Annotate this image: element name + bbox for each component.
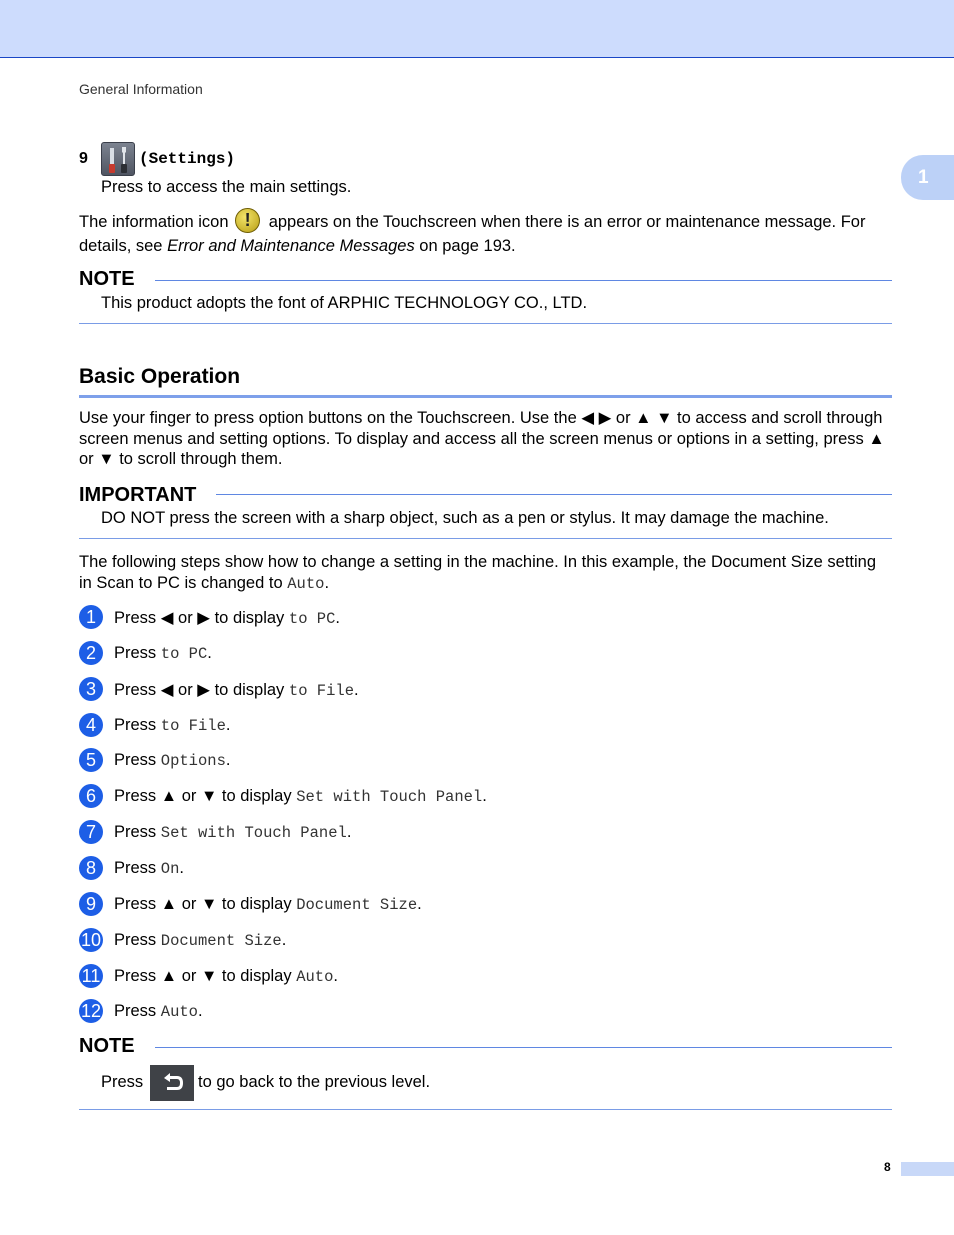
page-number: 8	[884, 1160, 891, 1174]
step-press: Press	[114, 859, 157, 877]
important-heading: IMPORTANT	[79, 484, 197, 506]
step-end: .	[346, 823, 352, 841]
important-rule	[216, 494, 892, 495]
step-arrows-icon: ▲ or ▼	[160, 787, 218, 805]
step-item	[79, 928, 892, 954]
step-item	[79, 820, 892, 846]
step-text	[114, 680, 359, 700]
step-number: 10	[80, 930, 102, 950]
step-text	[114, 895, 422, 914]
step-press: Press	[114, 931, 157, 949]
note2-text: to go back to the previous level.	[198, 1073, 431, 1091]
step-press: Press	[114, 609, 157, 627]
usage-text-1: Use your finger to press option buttons on the Touchscreen. Use the	[79, 409, 577, 427]
down-arrow-icon: ▼	[98, 450, 115, 468]
step-value: Document Size	[296, 896, 418, 914]
step-action: to display	[221, 967, 292, 985]
step-text	[114, 608, 340, 628]
step-value: Set with Touch Panel	[160, 824, 347, 842]
step-item	[79, 784, 892, 810]
step-value: Options	[160, 752, 226, 770]
step-press: Press	[114, 787, 157, 805]
settings-tools-icon	[101, 142, 135, 176]
exclamation-info-icon: !	[235, 208, 260, 233]
info-text-after: appears on the Touchscreen when there is an error or maintenance message. For details, see	[79, 212, 866, 255]
left-right-arrows-icon: ◀ ▶	[581, 409, 612, 427]
running-head: General Information	[79, 81, 203, 97]
step-action: to display	[214, 681, 285, 699]
step-value: Set with Touch Panel	[296, 788, 483, 806]
step-item	[79, 856, 892, 882]
step-press: Press	[114, 895, 157, 913]
step-text	[114, 716, 231, 735]
note2-rule	[155, 1047, 892, 1048]
step-text	[114, 931, 286, 950]
step-arrows-icon: ◀ or ▶	[160, 609, 210, 627]
step-end: .	[482, 787, 487, 805]
step-item	[79, 892, 892, 918]
step-number: 8	[79, 856, 103, 880]
step-number: 7	[79, 820, 103, 844]
back-arrow-icon	[150, 1065, 194, 1101]
step-end: .	[225, 751, 231, 769]
step-number: 4	[79, 713, 103, 737]
note2-heading: NOTE	[79, 1035, 135, 1057]
step-action: to display	[221, 895, 292, 913]
step-text	[114, 787, 487, 806]
step-end: .	[225, 716, 231, 734]
step-value: to PC	[288, 610, 336, 628]
up-arrow-icon: ▲	[868, 429, 885, 448]
step-number: 12	[80, 1001, 102, 1021]
step-arrows-icon: ▲ or ▼	[160, 967, 218, 985]
info-text-before: The information icon	[79, 212, 229, 231]
step-number: 9	[79, 892, 103, 916]
important-text: DO NOT press the screen with a sharp object, such as a pen or stylus. It may damage the machine.	[101, 509, 829, 527]
step-text	[114, 644, 212, 663]
usage-text-2: to access and scroll through screen menus and setting options. To display and access all the screen menus or options in a setting, press	[79, 409, 883, 448]
section-rule	[79, 395, 892, 398]
step-press: Press	[114, 681, 157, 699]
note-rule	[155, 280, 892, 281]
step-action: to display	[214, 609, 285, 627]
note2-press: Press	[101, 1073, 144, 1091]
step-item	[79, 964, 892, 990]
step-number: 2	[79, 641, 103, 665]
step-number: 3	[79, 677, 103, 701]
step-press: Press	[114, 1002, 157, 1020]
up-down-arrows-icon: ▲ ▼	[635, 409, 673, 427]
step-item	[79, 677, 892, 703]
item-number: 9	[79, 150, 88, 167]
step-number: 11	[79, 964, 103, 988]
example-paragraph	[79, 552, 892, 594]
usage-text-3: to scroll through them.	[119, 450, 283, 468]
note-heading: NOTE	[79, 268, 135, 290]
note-text: This product adopts the font of ARPHIC TECHNOLOGY CO., LTD.	[101, 294, 588, 312]
step-number: 5	[79, 748, 103, 772]
step-end: .	[335, 609, 341, 627]
step-item	[79, 605, 892, 631]
info-reference: Error and Maintenance Messages	[167, 237, 415, 255]
info-paragraph	[79, 210, 892, 257]
step-end: .	[207, 644, 212, 662]
example-end: .	[324, 573, 330, 592]
step-item	[79, 999, 892, 1025]
step-number: 6	[79, 784, 103, 808]
step-end: .	[333, 967, 339, 985]
important-bottom-rule	[79, 538, 892, 539]
example-value: Auto	[287, 574, 325, 593]
step-value: On	[160, 860, 180, 878]
step-value: to File	[160, 717, 226, 735]
step-press: Press	[114, 967, 157, 985]
step-end: .	[198, 1002, 203, 1020]
settings-description: Press to access the main settings.	[101, 178, 352, 196]
step-press: Press	[114, 716, 157, 734]
step-text	[114, 967, 338, 986]
step-arrows-icon: ▲ or ▼	[160, 895, 218, 913]
info-reference-page: on page 193.	[419, 237, 516, 255]
step-end: .	[179, 859, 184, 877]
step-press: Press	[114, 644, 157, 662]
note2-bottom-rule	[79, 1109, 892, 1110]
step-item	[79, 641, 892, 667]
step-value: Document Size	[160, 932, 282, 950]
step-action: to display	[221, 787, 292, 805]
settings-label: (Settings)	[139, 150, 236, 168]
step-item	[79, 713, 892, 739]
step-value: to File	[288, 682, 355, 700]
top-header-band	[0, 0, 954, 58]
step-text	[114, 1002, 203, 1021]
step-number: 1	[79, 605, 103, 629]
step-end: .	[417, 895, 422, 913]
step-value: Auto	[296, 968, 334, 986]
usage-paragraph	[79, 408, 892, 470]
usage-or-2: or	[79, 450, 94, 468]
step-end: .	[281, 931, 287, 949]
usage-or: or	[615, 409, 631, 427]
step-press: Press	[114, 751, 157, 769]
step-arrows-icon: ◀ or ▶	[160, 681, 210, 699]
step-text	[114, 823, 351, 842]
step-value: to PC	[160, 645, 208, 663]
note-bottom-rule	[79, 323, 892, 324]
step-item	[79, 748, 892, 774]
step-press: Press	[114, 823, 157, 841]
step-end: .	[354, 681, 359, 699]
step-text	[114, 751, 231, 770]
example-text: The following steps show how to change a setting in the machine. In this example, the Document Size setting in Scan to PC is changed to	[79, 553, 877, 592]
step-value: Auto	[160, 1003, 198, 1021]
step-text	[114, 859, 184, 878]
page-number-bar	[901, 1162, 954, 1176]
chapter-tab: 1	[901, 155, 954, 200]
section-title: Basic Operation	[79, 365, 241, 388]
